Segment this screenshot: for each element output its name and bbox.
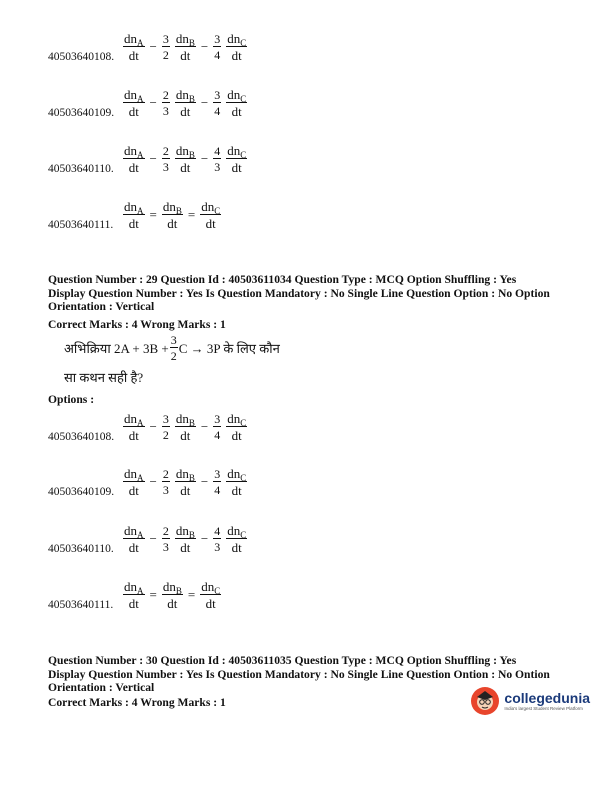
math-term <box>123 88 145 103</box>
operator: − <box>149 95 157 110</box>
statement-fraction-num: 3 <box>170 333 177 347</box>
math-term: dn <box>162 199 176 214</box>
math-term: 3 <box>162 32 169 46</box>
option-id: 40503640108. <box>48 51 115 63</box>
option-id: 40503640110. <box>48 163 114 175</box>
fraction <box>226 144 247 174</box>
math-term <box>175 467 196 482</box>
operator: − <box>200 39 209 54</box>
math-term: dt <box>205 596 216 611</box>
math-term: dt <box>180 428 191 443</box>
operator: − <box>149 531 157 546</box>
math-term <box>129 539 139 554</box>
math-term <box>123 524 145 539</box>
math-term <box>200 200 221 215</box>
math-term <box>129 159 139 174</box>
math-term <box>129 47 139 62</box>
math-term <box>162 33 170 47</box>
question-30-header-line1: Question Number : 30 Question Id : 40503611035 Question Type : MCQ Option Shuffling : Yes <box>48 654 517 667</box>
math-term <box>123 200 145 215</box>
math-term: dn <box>124 143 137 158</box>
math-term: 4 <box>214 483 221 497</box>
fraction <box>213 468 221 496</box>
fraction <box>162 468 170 496</box>
math-term <box>162 145 170 159</box>
math-term <box>213 89 221 103</box>
option-id: 40503640109. <box>48 486 115 498</box>
math-term: dn <box>175 466 189 481</box>
question-29-marks: Correct Marks : 4 Wrong Marks : 1 <box>48 318 226 331</box>
fraction <box>200 200 221 230</box>
fraction <box>213 89 221 117</box>
operator: − <box>149 39 157 54</box>
operator: = <box>187 587 196 602</box>
math-term <box>162 200 183 215</box>
logo-tagline: India's largest Student Review Platform <box>504 705 583 711</box>
math-term: 3 <box>214 467 221 481</box>
math-term: dn <box>227 31 241 46</box>
math-term <box>232 47 242 62</box>
math-term: 3 <box>214 540 221 554</box>
math-term <box>214 103 220 117</box>
math-term <box>232 103 242 118</box>
subscript: C <box>240 530 247 540</box>
subscript: C <box>240 473 247 483</box>
fraction <box>123 144 145 174</box>
fraction <box>226 467 247 497</box>
math-term: dt <box>180 540 191 555</box>
math-term: 3 <box>214 412 221 426</box>
math-term <box>123 580 145 595</box>
math-term: dn <box>227 466 241 481</box>
fraction <box>226 412 247 442</box>
math-term: dn <box>227 87 241 102</box>
math-term: dt <box>180 104 191 119</box>
math-term <box>162 89 170 103</box>
fraction <box>175 144 196 174</box>
fraction <box>123 88 145 118</box>
math-term: dt <box>128 216 139 231</box>
math-term: dt <box>180 483 191 498</box>
fraction <box>123 467 145 497</box>
question-29-header-line2: Display Question Number : Yes Is Question Mandatory : No Single Line Question Option : No Option <box>48 286 550 300</box>
option-rate-expression[interactable] <box>123 88 247 118</box>
math-term <box>214 427 220 441</box>
math-term: dt <box>231 483 242 498</box>
math-term: dn <box>124 411 137 426</box>
math-term: 3 <box>214 160 221 174</box>
math-term: dn <box>162 579 176 594</box>
subscript: C <box>214 206 221 216</box>
subscript: B <box>188 38 195 48</box>
math-term: 3 <box>214 88 221 102</box>
math-term <box>180 539 190 554</box>
math-term <box>232 159 242 174</box>
math-term <box>232 427 242 442</box>
math-term <box>129 215 139 230</box>
operator: − <box>200 95 209 110</box>
math-term <box>175 412 196 427</box>
math-term <box>226 88 247 103</box>
math-term: dt <box>167 216 178 231</box>
math-term: dn <box>175 143 189 158</box>
subscript: C <box>240 418 247 428</box>
subscript: B <box>188 530 195 540</box>
operator: − <box>200 151 209 166</box>
question-29-header <box>48 273 550 314</box>
subscript: A <box>137 530 144 540</box>
fraction <box>162 33 170 61</box>
fraction <box>162 145 170 173</box>
math-term: dt <box>231 48 242 63</box>
options-label: Options : <box>48 393 95 406</box>
option-rate-expression[interactable] <box>123 467 247 497</box>
math-term: dn <box>124 31 137 46</box>
math-term: 3 <box>162 104 169 118</box>
math-term <box>213 145 221 159</box>
math-term <box>200 580 221 595</box>
math-term: dn <box>124 87 137 102</box>
fraction <box>175 412 196 442</box>
option-id: 40503640111. <box>48 599 114 611</box>
fraction <box>162 580 183 610</box>
option-id: 40503640110. <box>48 543 114 555</box>
math-term <box>180 482 190 497</box>
fraction <box>123 580 145 610</box>
math-term <box>175 144 196 159</box>
math-term <box>123 144 145 159</box>
operator: = <box>149 207 157 222</box>
math-term <box>163 47 169 61</box>
math-term: dt <box>128 48 139 63</box>
math-term: 4 <box>214 144 221 158</box>
math-term <box>163 103 169 117</box>
math-term: 2 <box>162 467 169 481</box>
option-id: 40503640108. <box>48 431 115 443</box>
math-term <box>162 413 170 427</box>
option-rate-expression[interactable] <box>123 524 247 554</box>
math-term: dt <box>167 596 178 611</box>
statement-text-pre: अभिक्रिया 2A + 3B + <box>64 341 169 356</box>
math-term: dt <box>128 428 139 443</box>
math-term <box>163 159 169 173</box>
fraction <box>175 32 196 62</box>
subscript: A <box>137 94 144 104</box>
math-term <box>163 482 169 496</box>
math-term: dt <box>128 596 139 611</box>
math-term: dt <box>231 160 242 175</box>
math-term <box>206 215 216 230</box>
math-term: dn <box>124 199 137 214</box>
math-term: 3 <box>162 160 169 174</box>
math-term <box>213 468 221 482</box>
math-term: dn <box>227 523 241 538</box>
subscript: B <box>188 473 195 483</box>
subscript: C <box>214 586 221 596</box>
math-term <box>232 539 242 554</box>
math-term <box>214 482 220 496</box>
fraction <box>213 145 221 173</box>
fraction <box>175 467 196 497</box>
fraction <box>226 88 247 118</box>
math-term <box>123 467 145 482</box>
math-term: 4 <box>214 48 221 62</box>
math-term: dt <box>231 540 242 555</box>
statement-fraction-den: 2 <box>170 349 177 363</box>
fraction <box>213 413 221 441</box>
statement-text-post: C → 3P के लिए कौन <box>178 341 280 356</box>
math-term <box>167 595 177 610</box>
math-term <box>226 524 247 539</box>
fraction <box>175 88 196 118</box>
math-term: dt <box>231 104 242 119</box>
fraction <box>213 33 221 61</box>
math-term <box>162 468 170 482</box>
operator: − <box>200 474 209 489</box>
math-term <box>129 427 139 442</box>
fraction <box>175 524 196 554</box>
math-term <box>175 524 196 539</box>
option-id: 40503640111. <box>48 219 114 231</box>
subscript: A <box>137 418 144 428</box>
math-term: 2 <box>162 48 169 62</box>
math-term: dt <box>180 160 191 175</box>
math-term <box>180 427 190 442</box>
math-term <box>213 33 221 47</box>
fraction <box>226 524 247 554</box>
fraction <box>123 524 145 554</box>
question-30-marks: Correct Marks : 4 Wrong Marks : 1 <box>48 696 226 709</box>
math-term <box>214 539 220 553</box>
option-rate-expression[interactable] <box>123 32 247 62</box>
math-term <box>232 482 242 497</box>
operator: = <box>187 207 196 222</box>
math-term: dt <box>231 428 242 443</box>
fraction <box>123 412 145 442</box>
math-term <box>163 539 169 553</box>
math-term: dn <box>227 143 241 158</box>
option-rate-expression[interactable] <box>123 580 221 610</box>
option-rate-expression[interactable] <box>123 412 247 442</box>
question-30-header-line3: Orientation : Vertical <box>48 681 155 694</box>
math-term: dt <box>128 483 139 498</box>
math-term: dt <box>128 104 139 119</box>
option-rate-expression[interactable] <box>123 200 221 230</box>
math-term: dt <box>128 160 139 175</box>
question-29-header-line3: Orientation : Vertical <box>48 300 155 313</box>
math-term <box>129 595 139 610</box>
math-term: dn <box>227 411 241 426</box>
subscript: C <box>240 150 247 160</box>
fraction <box>162 525 170 553</box>
math-term <box>129 482 139 497</box>
math-term: 2 <box>162 428 169 442</box>
subscript: A <box>137 150 144 160</box>
math-term <box>162 580 183 595</box>
subscript: B <box>188 418 195 428</box>
math-term: dn <box>124 466 137 481</box>
math-term <box>175 88 196 103</box>
operator: − <box>149 151 157 166</box>
math-term <box>214 159 220 173</box>
math-term: 3 <box>162 412 169 426</box>
logo-wordmark: collegedunia <box>504 689 590 706</box>
fraction <box>162 200 183 230</box>
math-term <box>226 412 247 427</box>
fraction <box>200 580 221 610</box>
operator: − <box>200 531 209 546</box>
subscript: B <box>188 94 195 104</box>
fraction <box>162 413 170 441</box>
operator: = <box>149 587 157 602</box>
option-rate-expression[interactable] <box>123 144 247 174</box>
fraction <box>123 200 145 230</box>
math-term: dn <box>124 523 137 538</box>
math-term: dn <box>201 199 215 214</box>
math-term: dn <box>175 411 189 426</box>
fraction <box>213 525 221 553</box>
math-term <box>123 32 145 47</box>
math-term <box>123 412 145 427</box>
math-term <box>213 525 221 539</box>
math-term <box>180 47 190 62</box>
math-term: 4 <box>214 104 221 118</box>
subscript: B <box>188 150 195 160</box>
fraction <box>162 89 170 117</box>
subscript: A <box>137 38 144 48</box>
math-term <box>213 413 221 427</box>
math-term: 3 <box>214 32 221 46</box>
math-term: 3 <box>162 540 169 554</box>
math-term <box>180 159 190 174</box>
math-term: dn <box>175 523 189 538</box>
subscript: B <box>175 586 182 596</box>
operator: − <box>149 419 157 434</box>
option-id: 40503640109. <box>48 107 115 119</box>
math-term <box>162 525 170 539</box>
subscript: C <box>240 38 247 48</box>
subscript: A <box>137 586 144 596</box>
subscript: A <box>137 473 144 483</box>
operator: − <box>149 474 157 489</box>
subscript: B <box>175 206 182 216</box>
math-term <box>214 47 220 61</box>
question-30-header-line2: Display Question Number : Yes Is Question Mandatory : No Single Line Question Ontion : No Ontion <box>48 667 550 681</box>
math-term: dt <box>180 48 191 63</box>
subscript: A <box>137 206 144 216</box>
math-term <box>175 32 196 47</box>
math-term: dt <box>128 540 139 555</box>
math-term: 4 <box>214 524 221 538</box>
fraction <box>226 32 247 62</box>
math-term: dn <box>175 87 189 102</box>
operator: − <box>200 419 209 434</box>
statement-fraction <box>170 334 178 362</box>
fraction <box>123 32 145 62</box>
math-term <box>180 103 190 118</box>
math-term <box>167 215 177 230</box>
question-29-statement <box>64 334 280 362</box>
math-term <box>163 427 169 441</box>
math-term <box>226 467 247 482</box>
math-term: dt <box>205 216 216 231</box>
math-term <box>226 144 247 159</box>
math-term: dn <box>175 31 189 46</box>
math-term <box>206 595 216 610</box>
math-term: 4 <box>214 428 221 442</box>
math-term: dn <box>124 579 137 594</box>
math-term: 2 <box>162 144 169 158</box>
math-term <box>226 32 247 47</box>
math-term: dn <box>201 579 215 594</box>
question-29-header-line1: Question Number : 29 Question Id : 40503611034 Question Type : MCQ Option Shuffling : Yes <box>48 273 517 286</box>
math-term: 2 <box>162 88 169 102</box>
math-term: 3 <box>162 483 169 497</box>
question-29-statement-line2: सा कथन सही है? <box>64 370 144 385</box>
student-mascot-icon <box>470 686 500 716</box>
math-term <box>129 103 139 118</box>
subscript: C <box>240 94 247 104</box>
math-term: 2 <box>162 524 169 538</box>
collegedunia-logo <box>470 686 590 716</box>
